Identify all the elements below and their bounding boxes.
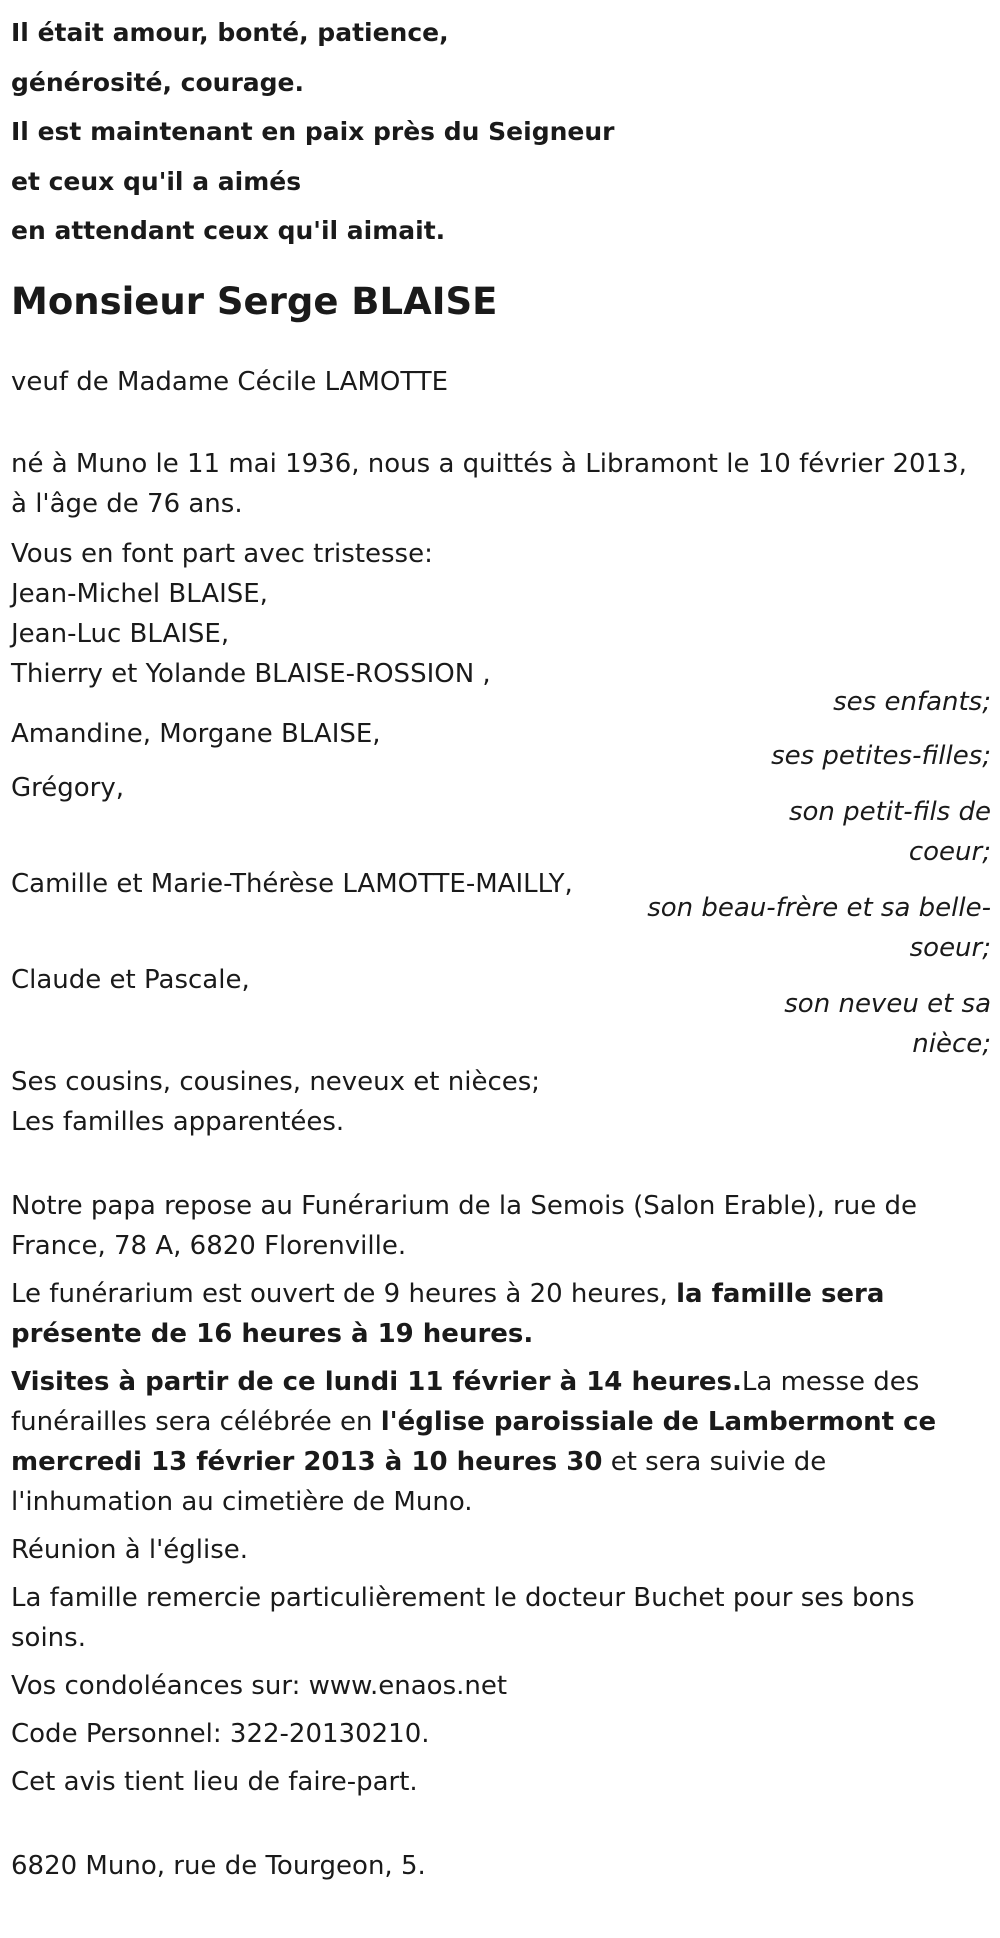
relation-role: son neveu et sa nièce;	[784, 988, 991, 1059]
families-line: Les familles apparentées.	[11, 1106, 345, 1137]
family-announcement	[11, 534, 991, 694]
poem-line: et ceux qu'il a aimés	[11, 166, 302, 196]
child-name: Jean-Michel BLAISE,	[11, 578, 268, 609]
visits-and-mass	[11, 1362, 991, 1522]
address-line: 6820 Muno, rue de Tourgeon, 5.	[11, 1850, 426, 1881]
poem-line: Il est maintenant en paix près du Seigneur	[11, 117, 615, 146]
notice-line: Cet avis tient lieu de faire-part.	[11, 1766, 418, 1797]
relation-grandson	[11, 792, 991, 872]
widower-line: veuf de Madame Cécile LAMOTTE	[11, 366, 449, 397]
grandson-name: Grégory,	[11, 772, 125, 803]
visits-info: Visites à partir de ce lundi 11 février à 14 heures.	[11, 1366, 742, 1397]
reunion-line: Réunion à l'église.	[11, 1534, 249, 1565]
cousins-line: Ses cousins, cousines, neveux et nièces;	[11, 1066, 541, 1097]
poem-line: générosité, courage.	[11, 67, 305, 97]
resting-place: Notre papa repose au Funérarium de la Semois (Salon Erable), rue de France, 78 A, 6820 Florenville.	[11, 1190, 917, 1261]
poem-line: Il était amour, bonté, patience,	[11, 18, 449, 47]
granddaughters-names: Amandine, Morgane BLAISE,	[11, 718, 381, 749]
nephew-names: Claude et Pascale,	[11, 964, 250, 995]
birth-death-line: né à Muno le 11 mai 1936, nous a quittés à Libramont le 10 février 2013, à l'âge de 76 ans.	[11, 448, 967, 519]
extended-family	[11, 1062, 991, 1142]
child-name: Thierry et Yolande BLAISE-ROSSION ,	[11, 658, 491, 689]
family-presence: la famille sera présente de 16 heures à 19 heures.	[11, 1278, 885, 1349]
relation-role: ses enfants;	[833, 686, 991, 717]
condolences-line: Vos condoléances sur: www.enaos.net	[11, 1670, 508, 1701]
deceased-name: Monsieur Serge BLAISE	[11, 279, 498, 323]
thanks-line: La famille remercie particulièrement le docteur Buchet pour ses bons soins.	[11, 1582, 915, 1653]
obituary-notice	[11, 0, 991, 1886]
burial-text: et sera suivie de l'inhumation au cimetière de Muno.	[11, 1446, 827, 1517]
poem	[11, 8, 991, 256]
mass-text: La messe des funérailles sera célébrée en	[11, 1366, 920, 1437]
inlaws-names: Camille et Marie-Thérèse LAMOTTE-MAILLY,	[11, 868, 573, 899]
child-name: Jean-Luc BLAISE,	[11, 618, 230, 649]
mass-location: l'église paroissiale de Lambermont ce mercredi 13 février 2013 à 10 heures 30	[11, 1406, 937, 1477]
relation-role: ses petites-filles;	[771, 740, 991, 771]
relation-role: son beau-frère et sa belle-soeur;	[647, 892, 991, 963]
family-intro: Vous en font part avec tristesse:	[11, 538, 433, 569]
relation-role: son petit-fils de coeur;	[788, 796, 991, 867]
personal-code: Code Personnel: 322-20130210.	[11, 1718, 430, 1749]
hours-text: Le funérarium est ouvert de 9 heures à 20 heures,	[11, 1278, 677, 1309]
funerarium-hours	[11, 1274, 991, 1354]
poem-line: en attendant ceux qu'il aimait.	[11, 216, 446, 245]
